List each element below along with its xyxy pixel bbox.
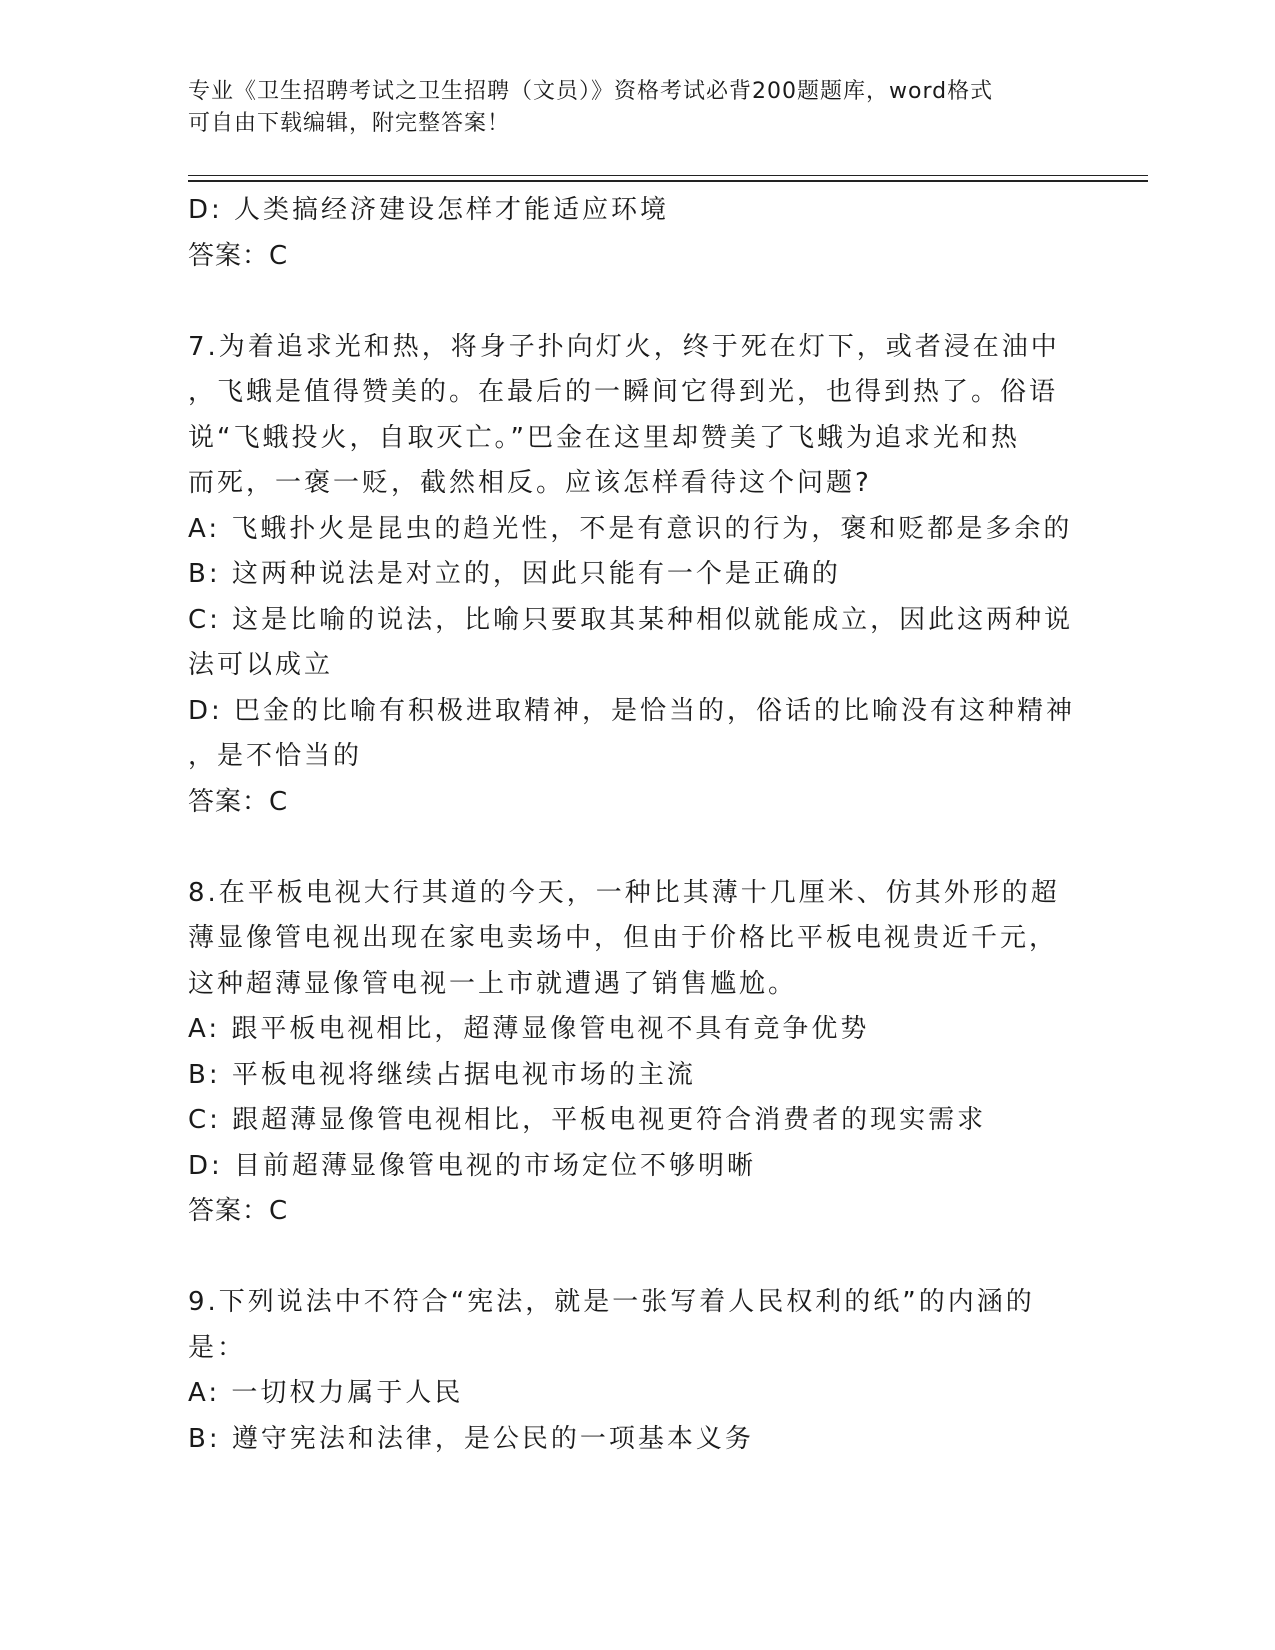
question-stem-line: 是： bbox=[188, 1332, 247, 1363]
option-a: A: 跟平板电视相比，超薄显像管电视不具有竞争优势 bbox=[188, 1014, 870, 1044]
question-stem-line: 薄显像管电视出现在家电卖场中，但由于价格比平板电视贵近千元， bbox=[188, 923, 1059, 953]
question-stem-line: 这种超薄显像管电视一上市就遭遇了销售尴尬。 bbox=[188, 968, 798, 999]
header-line-2: 可自由下载编辑，附完整答案！ bbox=[188, 111, 511, 136]
option-b: B: 平板电视将继续占据电视市场的主流 bbox=[188, 1059, 696, 1090]
header-divider-thin bbox=[188, 175, 1148, 176]
question-9 bbox=[188, 1280, 1088, 1462]
option-d: D: 人类搞经济建设怎样才能适应环境 bbox=[188, 195, 670, 225]
document-header bbox=[188, 76, 1068, 140]
spacer bbox=[188, 825, 1088, 871]
document-body bbox=[188, 188, 1088, 1462]
question-7 bbox=[188, 325, 1088, 826]
question-stem-line: 7.为着追求光和热，将身子扑向灯火，终于死在灯下，或者浸在油中 bbox=[188, 331, 1060, 362]
question-stem-line: 而死，一褒一贬，截然相反。应该怎样看待这个问题? bbox=[188, 468, 872, 498]
option-b: B: 遵守宪法和法律，是公民的一项基本义务 bbox=[188, 1423, 754, 1454]
option-c: C: 跟超薄显像管电视相比，平板电视更符合消费者的现实需求 bbox=[188, 1105, 987, 1135]
previous-question-tail bbox=[188, 188, 1088, 279]
option-d: D: 目前超薄显像管电视的市场定位不够明晰 bbox=[188, 1150, 757, 1181]
answer: 答案：C bbox=[188, 786, 289, 817]
answer: 答案：C bbox=[188, 240, 289, 271]
option-d-continued: ，是不恰当的 bbox=[188, 741, 363, 771]
question-stem-line: 8.在平板电视大行其道的今天，一种比其薄十几厘米、仿其外形的超 bbox=[188, 877, 1060, 908]
answer: 答案：C bbox=[188, 1196, 289, 1226]
question-stem-line: 9.下列说法中不符合“宪法，就是一张写着人民权利的纸”的内涵的 bbox=[188, 1287, 1035, 1317]
question-stem-line: 说“飞蛾投火，自取灭亡。”巴金在这里却赞美了飞蛾为追求光和热 bbox=[188, 422, 1020, 453]
header-line-1: 专业《卫生招聘考试之卫生招聘（文员）》资格考试必背200题题库，word格式 bbox=[188, 79, 994, 104]
option-c: C: 这是比喻的说法，比喻只要取其某种相似就能成立，因此这两种说 bbox=[188, 604, 1074, 635]
spacer bbox=[188, 1235, 1088, 1281]
option-a: A: 一切权力属于人民 bbox=[188, 1378, 464, 1408]
option-c-continued: 法可以成立 bbox=[188, 650, 334, 680]
question-8 bbox=[188, 871, 1088, 1235]
spacer bbox=[188, 279, 1088, 325]
header-divider-thick bbox=[188, 180, 1148, 182]
option-a: A: 飞蛾扑火是昆虫的趋光性，不是有意识的行为，褒和贬都是多余的 bbox=[188, 513, 1073, 544]
option-d: D: 巴金的比喻有积极进取精神，是恰当的，俗话的比喻没有这种精神 bbox=[188, 695, 1076, 726]
question-stem-line: ，飞蛾是值得赞美的。在最后的一瞬间它得到光，也得到热了。俗语 bbox=[188, 377, 1059, 407]
option-b: B: 这两种说法是对立的，因此只能有一个是正确的 bbox=[188, 559, 841, 589]
